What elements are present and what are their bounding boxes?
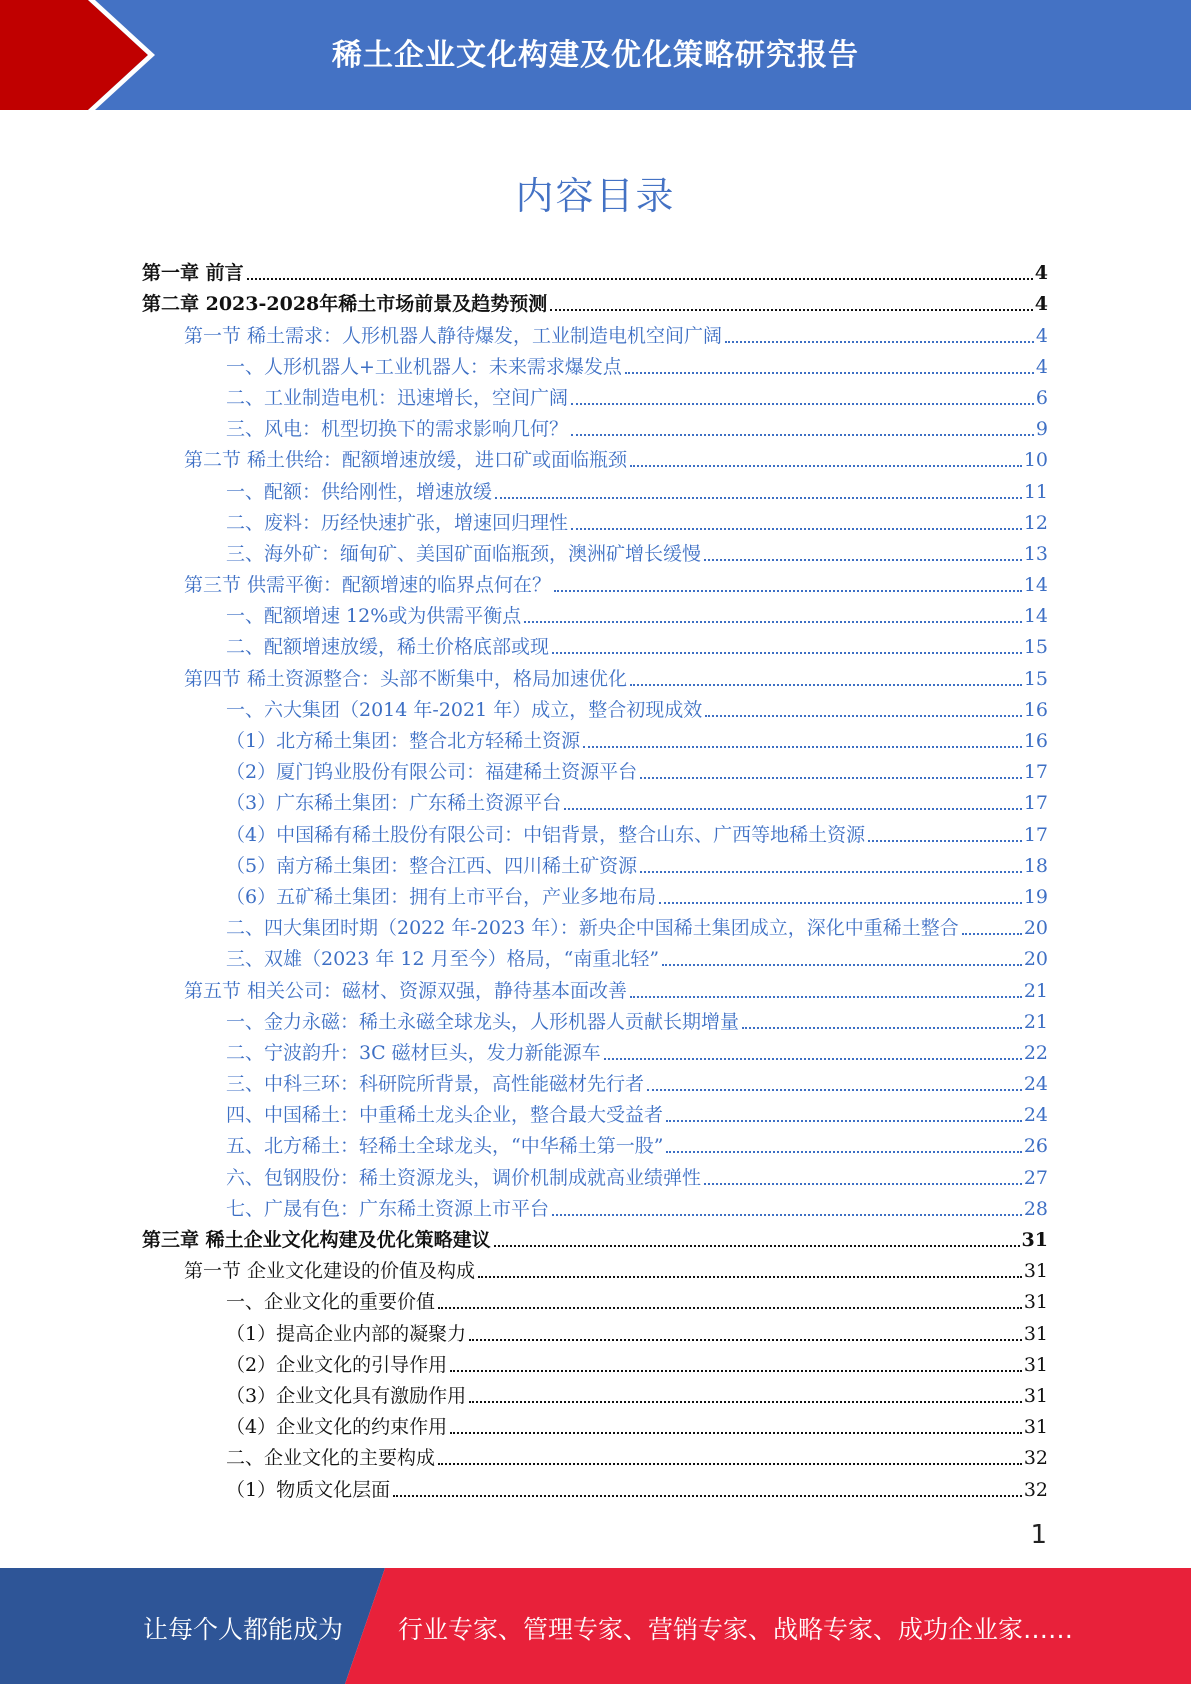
toc-dot-leader <box>478 1276 1022 1278</box>
toc-entry-page: 12 <box>1023 511 1048 534</box>
toc-entry-text: （4）企业文化的约束作用 <box>226 1416 448 1439</box>
toc-dot-leader <box>705 715 1022 717</box>
toc-entry-page: 13 <box>1023 542 1048 565</box>
toc-entry-page: 18 <box>1023 854 1048 877</box>
toc-entry[interactable] <box>142 597 1048 628</box>
toc-entry-page: 11 <box>1023 480 1048 503</box>
toc-dot-leader <box>450 1432 1022 1434</box>
toc-entry-page: 28 <box>1023 1197 1048 1220</box>
toc-entry-text: 一、配额增速 12%或为供需平衡点 <box>226 605 522 628</box>
toc-entry-page: 14 <box>1023 605 1048 628</box>
toc-entry-text: 一、配额：供给刚性，增速放缓 <box>226 480 493 503</box>
header-title: 稀土企业文化构建及优化策略研究报告 <box>332 38 859 73</box>
toc-entry-text: 第一节 稀土需求：人形机器人静待爆发，工业制造电机空间广阔 <box>184 324 723 347</box>
toc-entry-page: 21 <box>1023 979 1048 1002</box>
toc-entry[interactable] <box>142 722 1048 753</box>
toc-entry-page: 4 <box>1035 355 1048 378</box>
table-of-contents <box>142 254 1048 1502</box>
toc-dot-leader <box>552 1214 1022 1216</box>
toc-entry-page: 14 <box>1023 574 1048 597</box>
toc-entry-text: （3）企业文化具有激励作用 <box>226 1384 467 1407</box>
toc-entry[interactable] <box>142 1314 1048 1345</box>
toc-dot-leader <box>495 497 1022 499</box>
toc-dot-leader <box>438 1463 1022 1465</box>
toc-entry-page: 4 <box>1034 262 1048 285</box>
toc-entry-text: 二、宁波韵升：3C 磁材巨头，发力新能源车 <box>226 1041 601 1064</box>
toc-entry-text: 二、工业制造电机：迅速增长，空间广阔 <box>226 386 569 409</box>
toc-entry[interactable] <box>142 1221 1048 1252</box>
toc-entry[interactable] <box>142 878 1048 909</box>
toc-entry-text: 第二章 2023-2028年稀土市场前景及趋势预测 <box>142 293 548 316</box>
toc-dot-leader <box>704 1183 1022 1185</box>
toc-dot-leader <box>666 1151 1021 1153</box>
toc-entry-text: 二、四大集团时期（2022 年-2023 年）：新央企中国稀土集团成立，深化中重稀土整合 <box>226 917 959 940</box>
toc-dot-leader <box>469 1339 1022 1341</box>
toc-entry-page: 21 <box>1023 1010 1048 1033</box>
toc-entry[interactable] <box>142 1190 1048 1221</box>
toc-dot-leader <box>640 777 1022 779</box>
toc-entry-page: 9 <box>1035 418 1048 441</box>
toc-entry-page: 31 <box>1023 1384 1048 1407</box>
toc-entry-page: 31 <box>1023 1260 1048 1283</box>
toc-entry-text: 七、广晟有色：广东稀土资源上市平台 <box>226 1197 550 1220</box>
toc-title: 内容目录 <box>515 174 676 218</box>
toc-dot-leader <box>583 746 1022 748</box>
toc-dot-leader <box>247 278 1033 280</box>
toc-entry[interactable] <box>142 628 1048 659</box>
toc-entry[interactable] <box>142 410 1048 441</box>
toc-entry-text: （1）提高企业内部的凝聚力 <box>226 1322 467 1345</box>
toc-dot-leader <box>524 621 1022 623</box>
toc-dot-leader <box>564 808 1022 810</box>
toc-entry[interactable] <box>142 940 1048 971</box>
toc-entry-text: （3）广东稀土集团：广东稀土资源平台 <box>226 792 562 815</box>
toc-entry-page: 15 <box>1023 636 1048 659</box>
toc-dot-leader <box>571 403 1034 405</box>
toc-dot-leader <box>571 528 1022 530</box>
toc-entry-page: 16 <box>1023 730 1048 752</box>
toc-dot-leader <box>552 652 1022 654</box>
toc-entry[interactable] <box>142 784 1048 815</box>
toc-entry-page: 32 <box>1023 1447 1048 1470</box>
toc-entry[interactable] <box>142 659 1048 690</box>
toc-entry[interactable] <box>142 441 1048 472</box>
toc-entry-text: 第一节 企业文化建设的价值及构成 <box>184 1260 476 1283</box>
toc-entry[interactable] <box>142 1065 1048 1096</box>
toc-entry-page: 31 <box>1021 1229 1048 1251</box>
toc-entry[interactable] <box>142 909 1048 940</box>
toc-entry[interactable] <box>142 691 1048 722</box>
toc-entry-text: 三、中科三环：科研院所背景，高性能磁材先行者 <box>226 1073 645 1096</box>
toc-entry[interactable] <box>142 535 1048 566</box>
toc-dot-leader <box>494 1245 1020 1247</box>
toc-entry-text: 二、废料：历经快速扩张，增速回归理性 <box>226 511 569 534</box>
toc-entry[interactable] <box>142 753 1048 784</box>
toc-dot-leader <box>625 372 1034 374</box>
toc-entry[interactable] <box>142 847 1048 878</box>
toc-entry[interactable] <box>142 1346 1048 1377</box>
toc-entry-page: 17 <box>1023 792 1048 815</box>
footer-banner <box>0 1568 1191 1684</box>
footer-slogan-right: 行业专家、管理专家、营销专家、战略专家、成功企业家…… <box>398 1615 1074 1644</box>
toc-entry-text: 五、北方稀土：轻稀土全球龙头，“中华稀土第一股” <box>226 1135 664 1158</box>
toc-entry[interactable] <box>142 348 1048 379</box>
toc-entry[interactable] <box>142 1283 1048 1314</box>
toc-entry-text: 六、包钢股份：稀土资源龙头，调价机制成就高业绩弹性 <box>226 1166 702 1189</box>
toc-entry[interactable] <box>142 566 1048 597</box>
toc-entry-text: 二、配额增速放缓，稀土价格底部或现 <box>226 636 550 659</box>
toc-entry[interactable] <box>142 1377 1048 1408</box>
toc-entry-page: 31 <box>1023 1416 1048 1439</box>
toc-entry-page: 31 <box>1023 1322 1048 1345</box>
toc-entry[interactable] <box>142 1408 1048 1439</box>
toc-entry-text: 三、海外矿：缅甸矿、美国矿面临瓶颈，澳洲矿增长缓慢 <box>226 542 702 565</box>
toc-dot-leader <box>604 1058 1022 1060</box>
toc-entry-page: 32 <box>1023 1478 1048 1501</box>
toc-entry-page: 16 <box>1023 698 1048 721</box>
toc-entry[interactable] <box>142 1470 1048 1501</box>
toc-entry-text: 四、中国稀土：中重稀土龙头企业，整合最大受益者 <box>226 1104 664 1127</box>
toc-entry-page: 27 <box>1023 1166 1048 1189</box>
toc-dot-leader <box>640 871 1022 873</box>
toc-entry[interactable] <box>142 1158 1048 1189</box>
toc-entry[interactable] <box>142 971 1048 1002</box>
toc-entry-text: 一、企业文化的重要价值 <box>226 1291 436 1314</box>
toc-entry-page: 17 <box>1023 761 1048 784</box>
toc-entry-text: （5）南方稀土集团：整合江西、四川稀土矿资源 <box>226 854 638 877</box>
toc-entry[interactable] <box>142 285 1048 316</box>
footer-slogan-left: 让每个人都能成为 <box>143 1615 344 1644</box>
toc-dot-leader <box>666 1120 1022 1122</box>
toc-entry-text: 三、双雄（2023 年 12 月至今）格局，“南重北轻” <box>226 948 660 971</box>
toc-entry-text: 第五节 相关公司：磁材、资源双强，静待基本面改善 <box>184 979 628 1002</box>
toc-dot-leader <box>630 684 1022 686</box>
toc-entry-page: 4 <box>1034 293 1048 316</box>
toc-dot-leader <box>469 1401 1022 1403</box>
page-number: 1 <box>1030 1520 1047 1550</box>
toc-entry-page: 20 <box>1023 948 1048 971</box>
toc-entry-text: 第二节 稀土供给：配额增速放缓，进口矿或面临瓶颈 <box>184 449 628 472</box>
toc-entry-page: 10 <box>1023 449 1048 472</box>
toc-entry-text: 第四节 稀土资源整合：头部不断集中，格局加速优化 <box>184 667 628 690</box>
toc-entry[interactable] <box>142 504 1048 535</box>
toc-dot-leader <box>742 1027 1022 1029</box>
toc-entry-page: 17 <box>1023 823 1048 846</box>
toc-dot-leader <box>554 590 1022 592</box>
toc-dot-leader <box>450 1370 1022 1372</box>
toc-entry[interactable] <box>142 1252 1048 1283</box>
toc-dot-leader <box>868 840 1022 842</box>
toc-dot-leader <box>659 902 1022 904</box>
toc-entry-page: 15 <box>1023 667 1048 690</box>
toc-entry-page: 6 <box>1035 386 1048 409</box>
toc-dot-leader <box>550 309 1033 311</box>
toc-entry-page: 22 <box>1023 1041 1048 1064</box>
toc-entry-text: （2）企业文化的引导作用 <box>226 1353 448 1376</box>
toc-entry-text: （6）五矿稀土集团：拥有上市平台，产业多地布局 <box>226 885 657 908</box>
toc-dot-leader <box>704 559 1022 561</box>
toc-entry-page: 31 <box>1023 1291 1048 1314</box>
toc-entry[interactable] <box>142 379 1048 410</box>
toc-entry-text: 第三章 稀土企业文化构建及优化策略建议 <box>142 1229 491 1251</box>
toc-entry-text: 一、金力永磁：稀土永磁全球龙头，人形机器人贡献长期增量 <box>226 1010 740 1033</box>
toc-dot-leader <box>662 964 1022 966</box>
toc-entry[interactable] <box>142 1127 1048 1158</box>
toc-entry-text: （1）物质文化层面 <box>226 1478 391 1501</box>
toc-dot-leader <box>962 933 1022 935</box>
toc-entry-page: 19 <box>1023 885 1048 908</box>
toc-entry-text: 第三节 供需平衡：配额增速的临界点何在？ <box>184 574 552 597</box>
toc-entry-page: 24 <box>1023 1104 1048 1127</box>
toc-entry[interactable] <box>142 1034 1048 1065</box>
toc-entry-text: 三、风电：机型切换下的需求影响几何？ <box>226 418 569 441</box>
toc-entry-page: 24 <box>1023 1073 1048 1096</box>
toc-entry-text: 一、六大集团（2014 年-2021 年）成立，整合初现成效 <box>226 698 703 721</box>
toc-dot-leader <box>725 341 1034 343</box>
toc-entry-text: 二、企业文化的主要构成 <box>226 1447 436 1470</box>
toc-entry[interactable] <box>142 1096 1048 1127</box>
toc-dot-leader <box>647 1089 1022 1091</box>
toc-dot-leader <box>438 1307 1022 1309</box>
toc-dot-leader <box>630 465 1022 467</box>
toc-dot-leader <box>630 996 1022 998</box>
toc-entry-page: 26 <box>1023 1135 1048 1158</box>
toc-entry-text: 第一章 前言 <box>142 262 244 285</box>
toc-entry-text: （4）中国稀有稀土股份有限公司：中铝背景，整合山东、广西等地稀土资源 <box>226 823 866 846</box>
toc-entry-page: 20 <box>1023 917 1048 940</box>
toc-dot-leader <box>571 434 1034 436</box>
toc-entry[interactable] <box>142 472 1048 503</box>
toc-entry-page: 4 <box>1035 324 1048 347</box>
toc-entry-text: （1）北方稀土集团：整合北方轻稀土资源 <box>226 730 581 752</box>
toc-entry[interactable] <box>142 815 1048 846</box>
header-banner <box>0 0 1191 110</box>
toc-entry-text: （2）厦门钨业股份有限公司：福建稀土资源平台 <box>226 761 638 784</box>
toc-entry-page: 31 <box>1023 1353 1048 1376</box>
toc-entry-text: 一、人形机器人+工业机器人：未来需求爆发点 <box>226 355 622 378</box>
toc-entry[interactable] <box>142 1439 1048 1470</box>
toc-dot-leader <box>393 1495 1022 1497</box>
toc-entry[interactable] <box>142 254 1048 285</box>
toc-entry[interactable] <box>142 316 1048 347</box>
toc-entry[interactable] <box>142 1003 1048 1034</box>
